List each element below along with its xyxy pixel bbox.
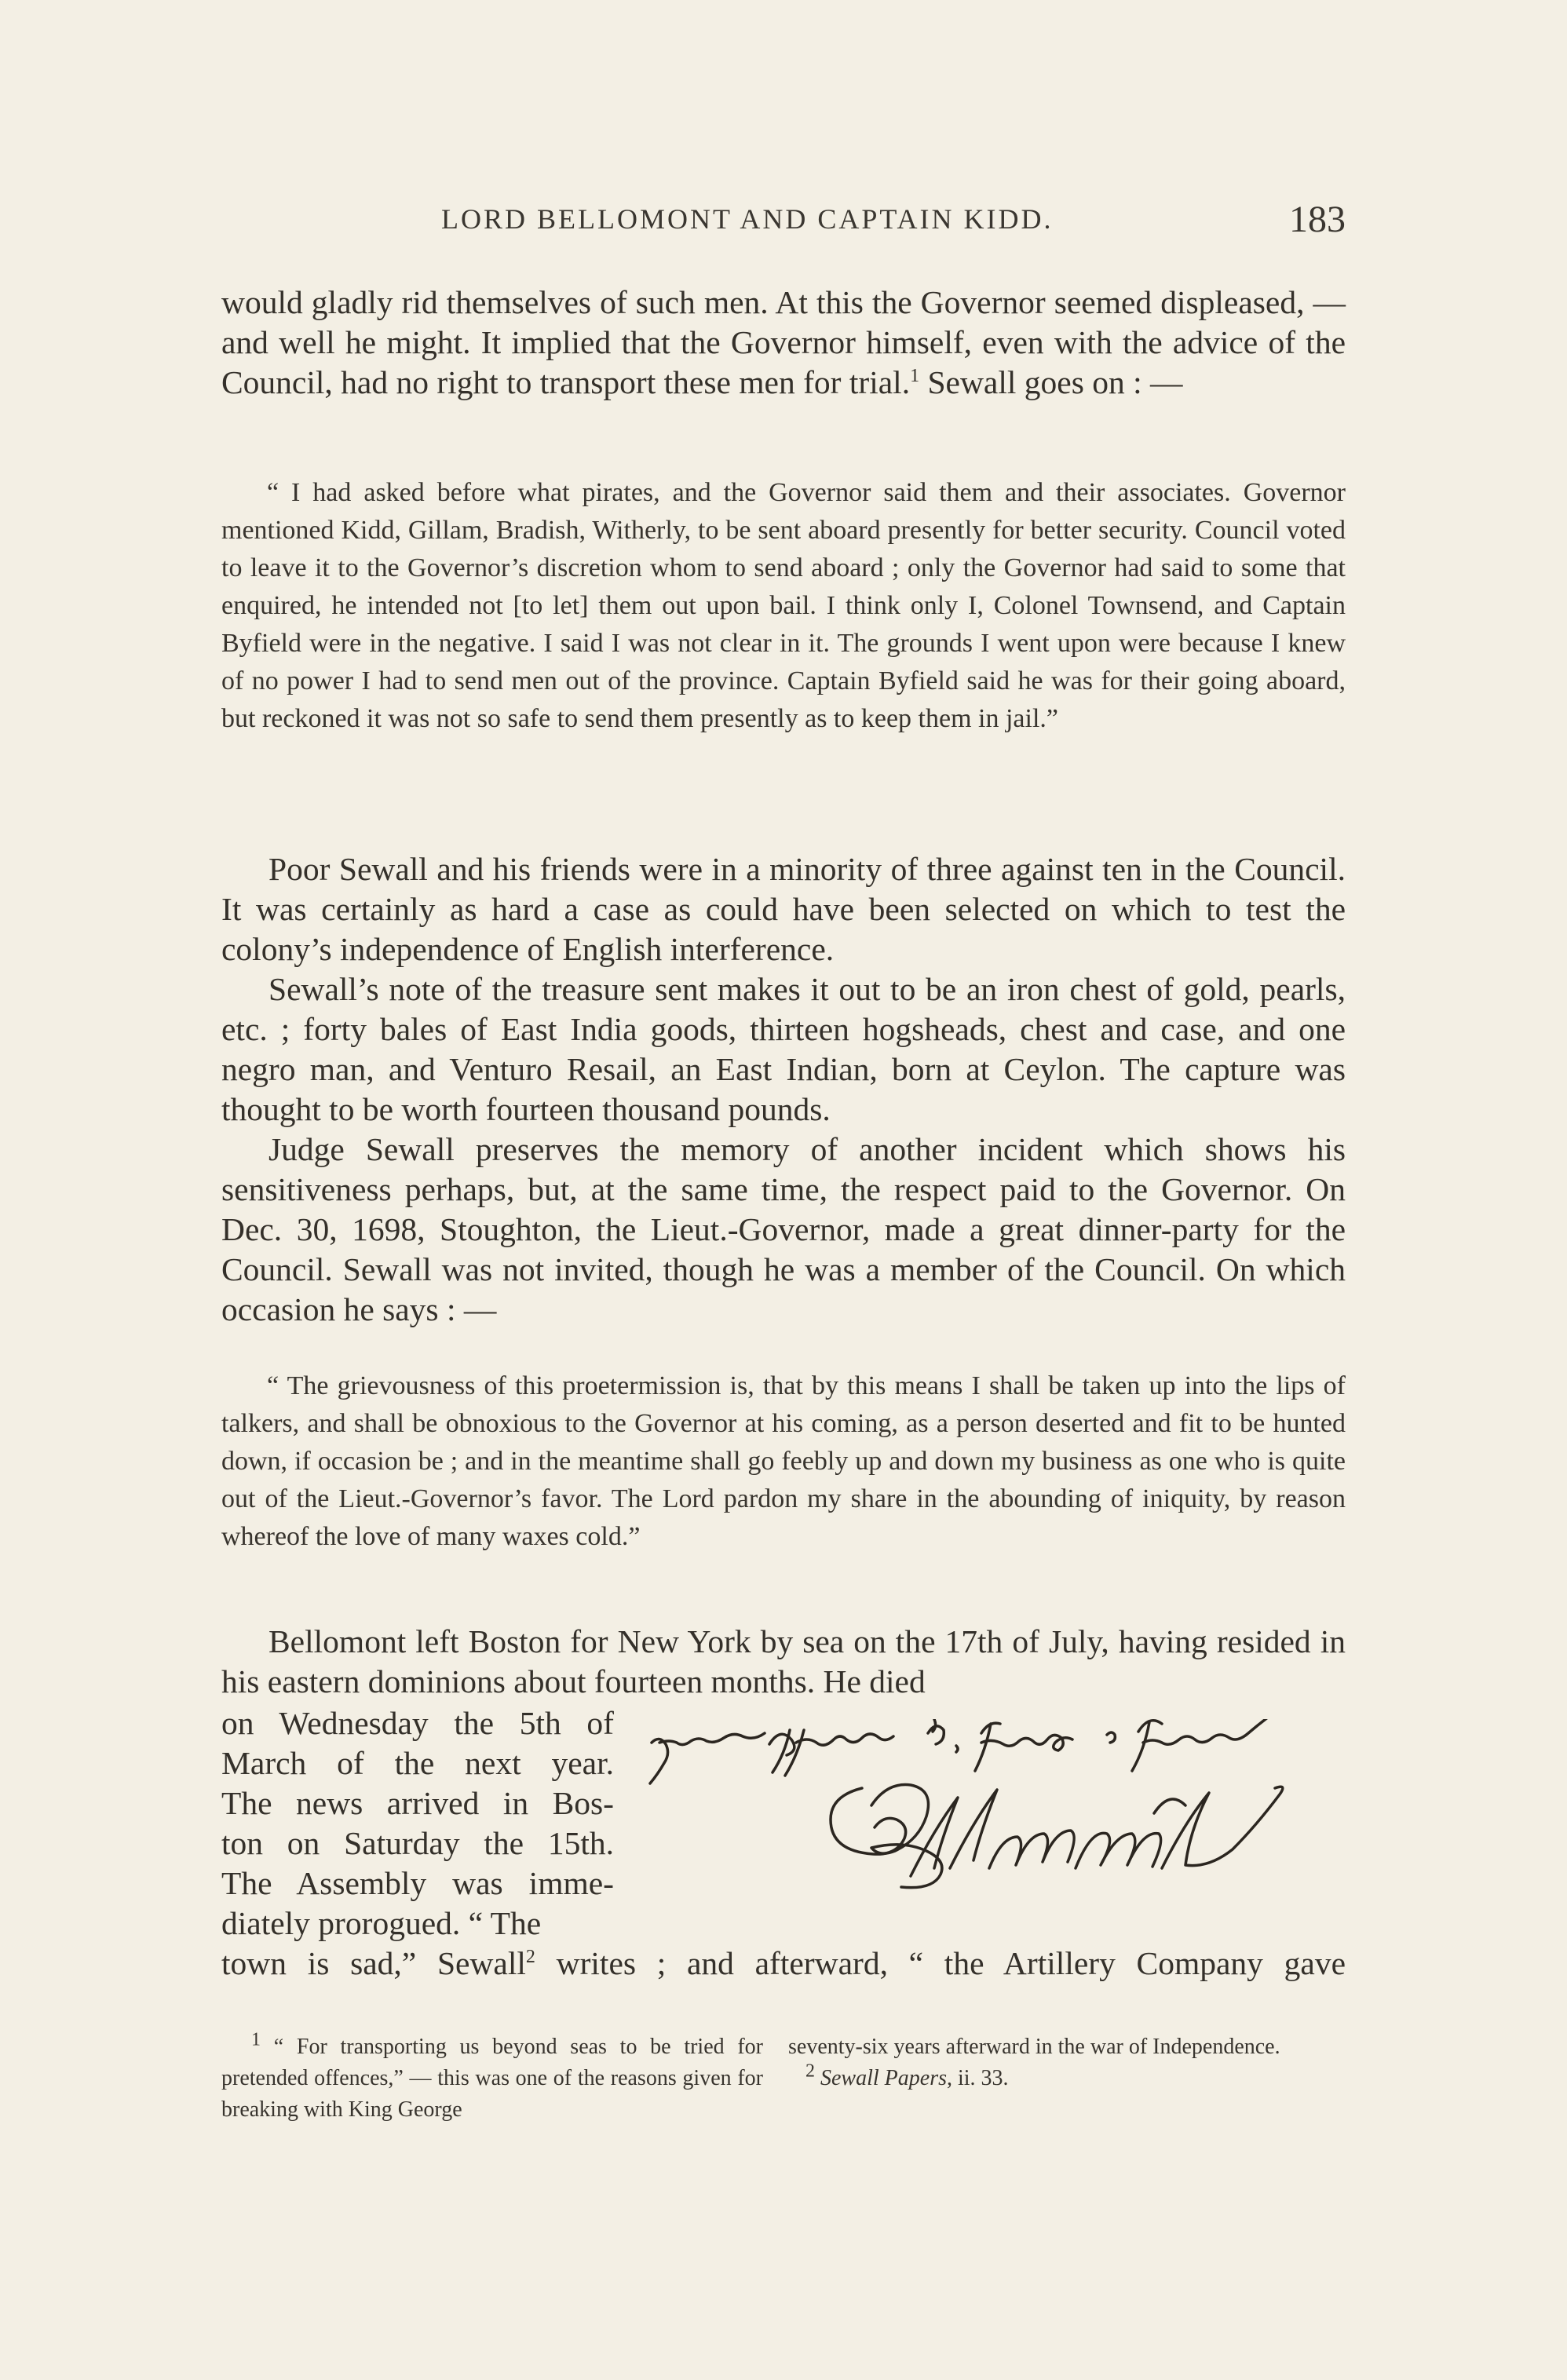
block-quote-1-text: “ I had asked before what pirates, and the Governor said them and their associates. Governor mentioned Kidd, Gillam, Bradish, Witherly, to be sent aboard presently for better security. Council voted to leave it to the Governor’s discretion whom to send aboard ; only the Governor had said to some that enquired, he intended not [to let] them out upon bail. I think only I, Colonel Townsend, and Captain Byfield were in the negative. I said I was not clear in it. The grounds I went upon were because I knew of no power I had to send men out of the province. Captain Byfield said he was for their going aboard, but reckoned it was not so safe to send them presently as to keep them in jail.”	[221, 478, 1346, 733]
paragraph-1-text: would gladly rid themselves of such men. At this the Governor seemed displeased, — and well he might. It implied that the Governor himself, even with the advice of the Council, had no right to transport these men for trial.	[221, 284, 1346, 400]
footnote-column-left	[221, 2031, 763, 2126]
last-line-text: town is sad,” Sewall	[221, 1945, 526, 1981]
wrapped-line: diately prorogued. “ The	[221, 1905, 542, 1941]
paragraph-2-text: Poor Sewall and his friends were in a minority of three against ten in the Council. It was certainly as hard a case as could have been selected on which to test the colony’s independence of English interference.	[221, 851, 1346, 967]
footnote-1-continued: seventy-six years afterward in the war of Independence.	[788, 2035, 1280, 2059]
paragraph-5-text: Bellomont left Boston for New York by sea on the 17th of July, having resided in his eastern dominions about fourteen months. He died	[221, 1623, 1346, 1699]
paragraph-3-text: Sewall’s note of the treasure sent makes it out to be an iron chest of gold, pearls, etc. ; forty bales of East India goods, thirteen hogsheads, chest and case, and one negro man, and Venturo Resail, an East Indian, born at Ceylon. The capture was thought to be worth fourteen thousand pounds.	[221, 971, 1346, 1127]
footnote-2-source: Sewall Papers	[820, 2066, 947, 2090]
page-number: 183	[1289, 199, 1346, 240]
footnote-column-right	[788, 2031, 1330, 2094]
footnote-ref-1: 1	[910, 366, 920, 387]
block-quote-2-text: “ The grievousness of this proetermission is, that by this means I shall be taken up into the lips of talkers, and shall be obnoxious to the Governor at his coming, as a person deserted and fit to be hunted down, if occasion be ; and in the meantime shall go feebly up and down my business as one who is quite out of the Lieut.-Governor’s favor. The Lord pardon my share in the abounding of iniquity, by reason whereof the love of many waxes cold.”	[221, 1371, 1346, 1551]
footnote-2-citation: , ii. 33.	[947, 2066, 1009, 2090]
wrapped-line: on Wednesday the 5th of	[221, 1705, 614, 1741]
signature-line-1	[0, 0, 1, 1]
wrapped-line: March of the next year.	[221, 1745, 614, 1781]
paragraph-1-text-end: Sewall goes on : —	[919, 364, 1183, 400]
block-quote-1	[221, 474, 1346, 738]
wrapped-line: ton on Saturday the 15th.	[221, 1825, 614, 1861]
footnote-ref-2: 2	[525, 1947, 535, 1968]
last-line-text-end: writes ; and afterward, “ the Artillery Company gave	[535, 1945, 1346, 1981]
wrapped-line: The Assembly was imme-	[221, 1865, 614, 1901]
footnote-1-text: “ For transporting us beyond seas to be tried for pretended offences,” — this was one of the reasons given for breaking with King George	[221, 2035, 764, 2122]
paragraph-2	[221, 849, 1346, 1330]
footnote-mark-2: 2	[805, 2061, 815, 2082]
signature-text	[0, 0, 1, 1]
running-title: LORD BELLOMONT AND CAPTAIN KIDD.	[441, 203, 1054, 235]
paragraph-5-wrapped-lines	[221, 1703, 614, 1944]
paragraph-5	[221, 1622, 1346, 1702]
paragraph-4-text: Judge Sewall preserves the memory of another incident which shows his sensitiveness perhaps, but, at the same time, the respect paid to the Governor. On Dec. 30, 1698, Stoughton, the Lieut.-Governor, made a great dinner-party for the Council. Sewall was not invited, though he was a member of the Council. On which occasion he says : —	[221, 1131, 1346, 1327]
wrapped-line: The news arrived in Bos-	[221, 1785, 614, 1821]
running-head	[221, 199, 1346, 250]
footnote-mark-1: 1	[251, 2029, 261, 2050]
paragraph-1	[221, 283, 1346, 403]
bellomont-signature-image	[636, 1719, 1327, 1955]
block-quote-2	[221, 1367, 1346, 1556]
